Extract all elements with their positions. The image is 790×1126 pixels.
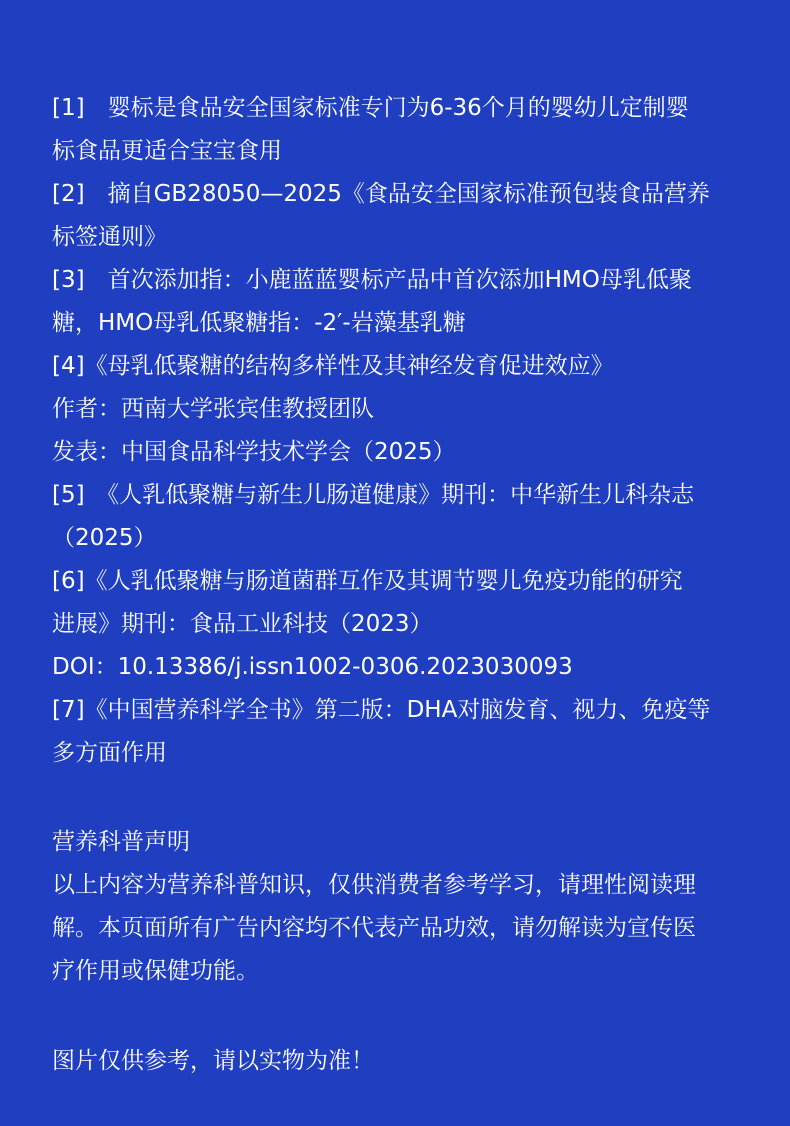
reference-line-13: 进展》期刊：食品工业科技（2023） — [52, 611, 433, 637]
reference-line-11: （2025） — [52, 525, 157, 551]
reference-line-7: [4]《母乳低聚糖的结构多样性及其神经发育促进效应》 — [52, 353, 614, 379]
reference-line-8: 作者：西南大学张宾佳教授团队 — [52, 396, 374, 422]
notice-line-3: 疗作用或保健功能。 — [52, 958, 259, 984]
reference-line-15: [7]《中国营养科学全书》第二版：DHA对脑发育、视力、免疫等 — [52, 697, 711, 723]
section-spacer — [52, 775, 750, 821]
reference-line-9: 发表：中国食品科学技术学会（2025） — [52, 439, 456, 465]
reference-line-3: [2] 摘自GB28050—2025《食品安全国家标准预包装食品营养 — [52, 181, 710, 207]
reference-line-10: [5] 《人乳低聚糖与新生儿肠道健康》期刊：中华新生儿科杂志 — [52, 482, 695, 508]
notice-line-1: 以上内容为营养科普知识，仅供消费者参考学习，请理性阅读理 — [52, 872, 696, 898]
reference-line-16: 多方面作用 — [52, 740, 167, 766]
reference-line-2: 标食品更适合宝宝食用 — [52, 138, 282, 164]
notice-line-2: 解。本页面所有广告内容均不代表产品功效，请勿解读为宣传医 — [52, 915, 696, 941]
references-list — [52, 87, 750, 775]
reference-line-5: [3] 首次添加指：小鹿蓝蓝婴标产品中首次添加HMO母乳低聚 — [52, 267, 692, 293]
reference-line-14: DOI：10.13386/j.issn1002-0306.2023030093 — [52, 654, 573, 680]
reference-line-12: [6]《人乳低聚糖与肠道菌群互作及其调节婴儿免疫功能的研究 — [52, 568, 683, 594]
reference-line-6: 糖，HMO母乳低聚糖指：-2′-岩藻基乳糖 — [52, 310, 466, 336]
section-spacer-footer — [52, 993, 750, 1040]
reference-line-1: [1] 婴标是食品安全国家标准专门为6-36个月的婴幼儿定制婴 — [52, 95, 689, 121]
notice-title: 营养科普声明 — [52, 829, 190, 855]
reference-line-4: 标签通则》 — [52, 224, 167, 250]
footer-note: 图片仅供参考，请以实物为准！ — [52, 1048, 374, 1074]
